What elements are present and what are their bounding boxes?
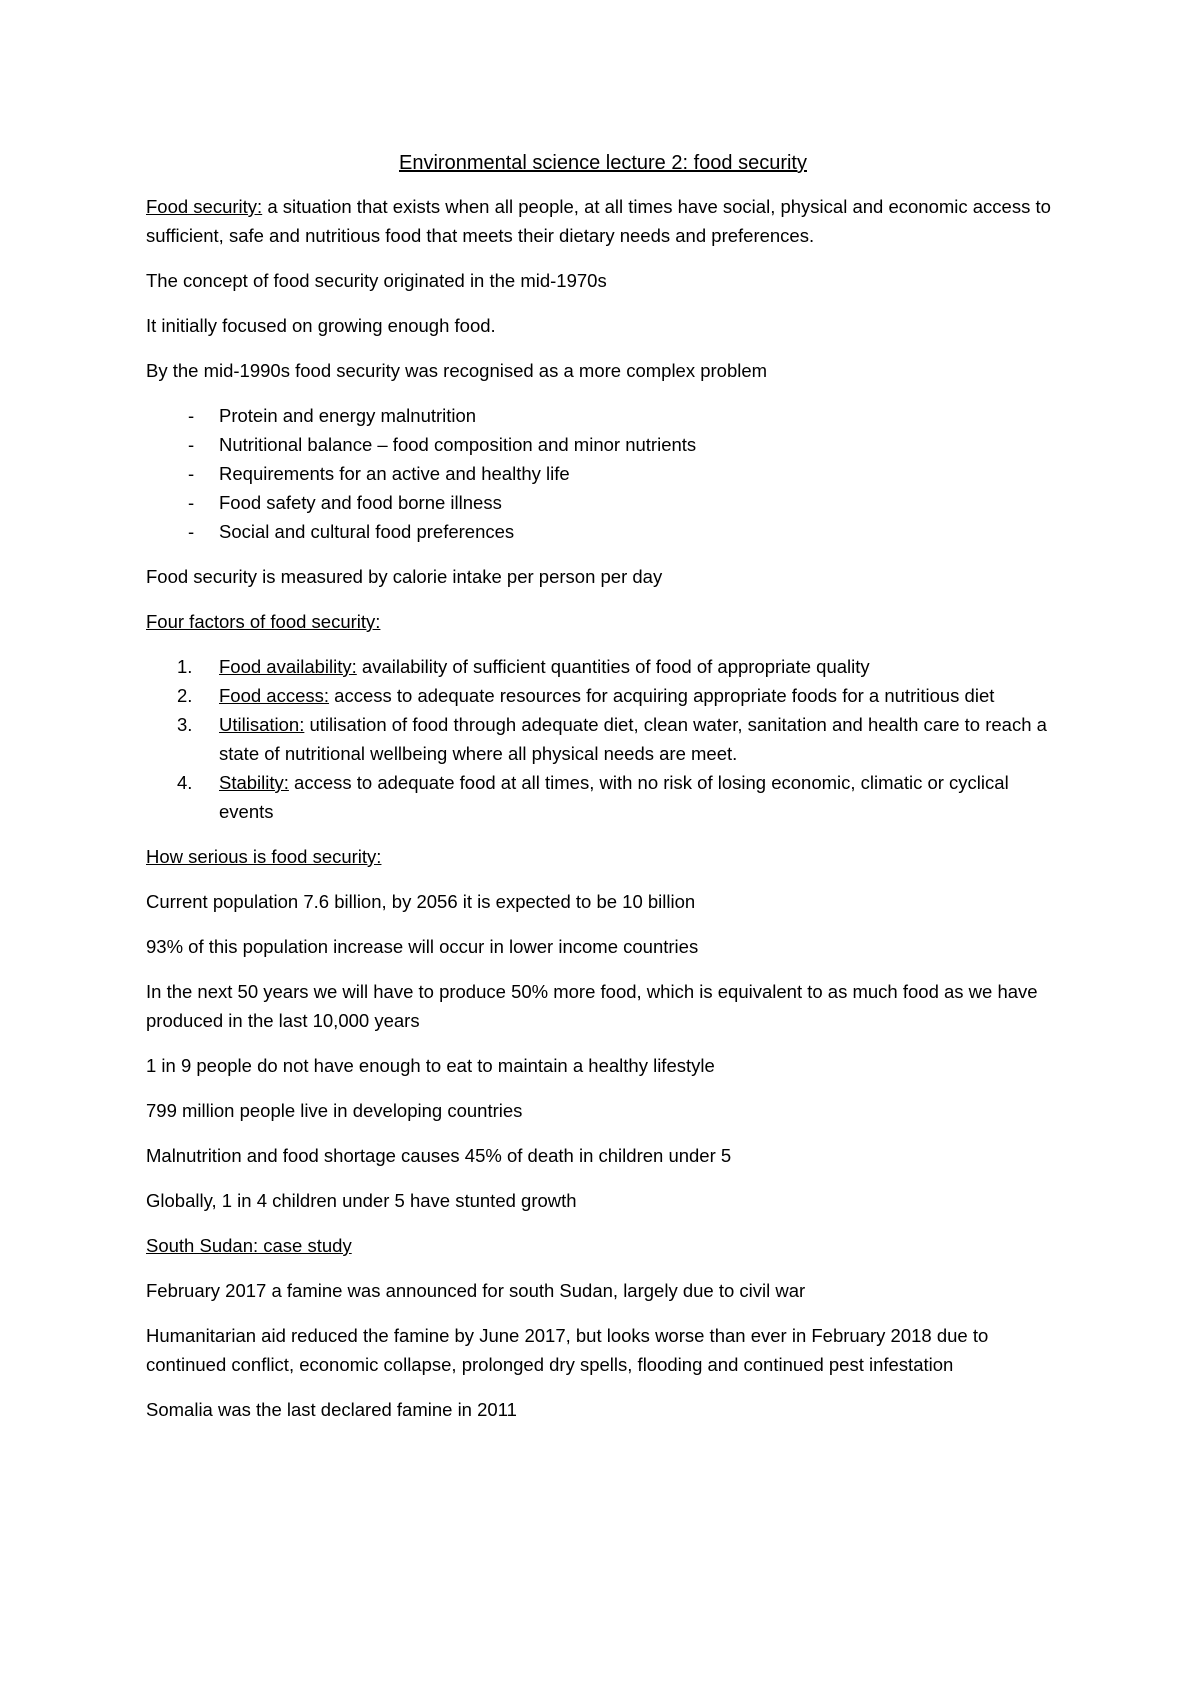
definition-paragraph: [146, 192, 1060, 250]
four-factors-list: [146, 652, 1060, 826]
factor-item: [146, 652, 1060, 681]
case-study-line: Somalia was the last declared famine in 2011: [146, 1399, 517, 1420]
bullet-dash: -: [188, 405, 195, 426]
list-item-text: Nutritional balance – food composition and minor nutrients: [219, 434, 697, 455]
factor-term: Food availability:: [219, 656, 357, 677]
fact-line: Globally, 1 in 4 children under 5 have stunted growth: [146, 1190, 577, 1211]
section-heading-text: Four factors of food security:: [146, 611, 381, 632]
list-item-text: Requirements for an active and healthy life: [219, 463, 570, 484]
bullet-dash: -: [188, 463, 195, 484]
bullet-dash: -: [188, 434, 195, 455]
case-study-line: February 2017 a famine was announced for south Sudan, largely due to civil war: [146, 1280, 806, 1301]
factor-text: access to adequate food at all times, with no risk of losing economic, climatic or cyclical events: [219, 772, 1009, 822]
factor-number: 4.: [177, 772, 193, 793]
factor-item: [146, 681, 1060, 710]
list-item-text: Social and cultural food preferences: [219, 521, 515, 542]
factor-text: availability of sufficient quantities of food of appropriate quality: [356, 656, 870, 677]
complex-problem-list: [146, 401, 1060, 546]
factor-item: [146, 710, 1060, 768]
list-item: [146, 459, 1060, 488]
list-item: [146, 517, 1060, 546]
bullet-dash: -: [188, 521, 195, 542]
fact-line: Current population 7.6 billion, by 2056 it is expected to be 10 billion: [146, 891, 696, 912]
list-item: [146, 430, 1060, 459]
intro-line: By the mid-1990s food security was recognised as a more complex problem: [146, 360, 768, 381]
intro-line: The concept of food security originated in the mid-1970s: [146, 270, 607, 291]
section-heading-how-serious: [146, 842, 1060, 871]
case-study-line: Humanitarian aid reduced the famine by June 2017, but looks worse than ever in February 2018 due to continued conflict, economic collapse, prolonged dry spells, flooding and continued pest infestation: [146, 1325, 989, 1375]
factor-term: Stability:: [219, 772, 289, 793]
section-heading-text: How serious is food security:: [146, 846, 382, 867]
factor-item: [146, 768, 1060, 826]
factor-term: Utilisation:: [219, 714, 305, 735]
measured-line: Food security is measured by calorie intake per person per day: [146, 566, 663, 587]
section-heading-case-study: [146, 1231, 1060, 1260]
page-title: Environmental science lecture 2: food security: [399, 152, 807, 174]
factor-number: 2.: [177, 685, 193, 706]
intro-line: It initially focused on growing enough food.: [146, 315, 496, 336]
list-item: [146, 401, 1060, 430]
factor-text: utilisation of food through adequate diet, clean water, sanitation and health care to reach a state of nutritional wellbeing where all physical needs are meet.: [219, 714, 1047, 764]
fact-line: 799 million people live in developing countries: [146, 1100, 523, 1121]
factor-text: access to adequate resources for acquiring appropriate foods for a nutritious diet: [329, 685, 995, 706]
fact-line: 1 in 9 people do not have enough to eat to maintain a healthy lifestyle: [146, 1055, 715, 1076]
fact-line: 93% of this population increase will occur in lower income countries: [146, 936, 699, 957]
list-item: [146, 488, 1060, 517]
list-item-text: Protein and energy malnutrition: [219, 405, 477, 426]
section-heading-four-factors: [146, 607, 1060, 636]
section-heading-text: South Sudan: case study: [146, 1235, 352, 1256]
list-item-text: Food safety and food borne illness: [219, 492, 502, 513]
factor-number: 3.: [177, 714, 193, 735]
definition-term: Food security:: [146, 196, 263, 217]
factor-number: 1.: [177, 656, 193, 677]
definition-text: a situation that exists when all people, at all times have social, physical and economic access to sufficient, safe and nutritious food that meets their dietary needs and preferences.: [146, 196, 1051, 246]
fact-line: Malnutrition and food shortage causes 45% of death in children under 5: [146, 1145, 732, 1166]
bullet-dash: -: [188, 492, 195, 513]
fact-line: In the next 50 years we will have to produce 50% more food, which is equivalent to as much food as we have produced in the last 10,000 years: [146, 981, 1038, 1031]
factor-term: Food access:: [219, 685, 330, 706]
